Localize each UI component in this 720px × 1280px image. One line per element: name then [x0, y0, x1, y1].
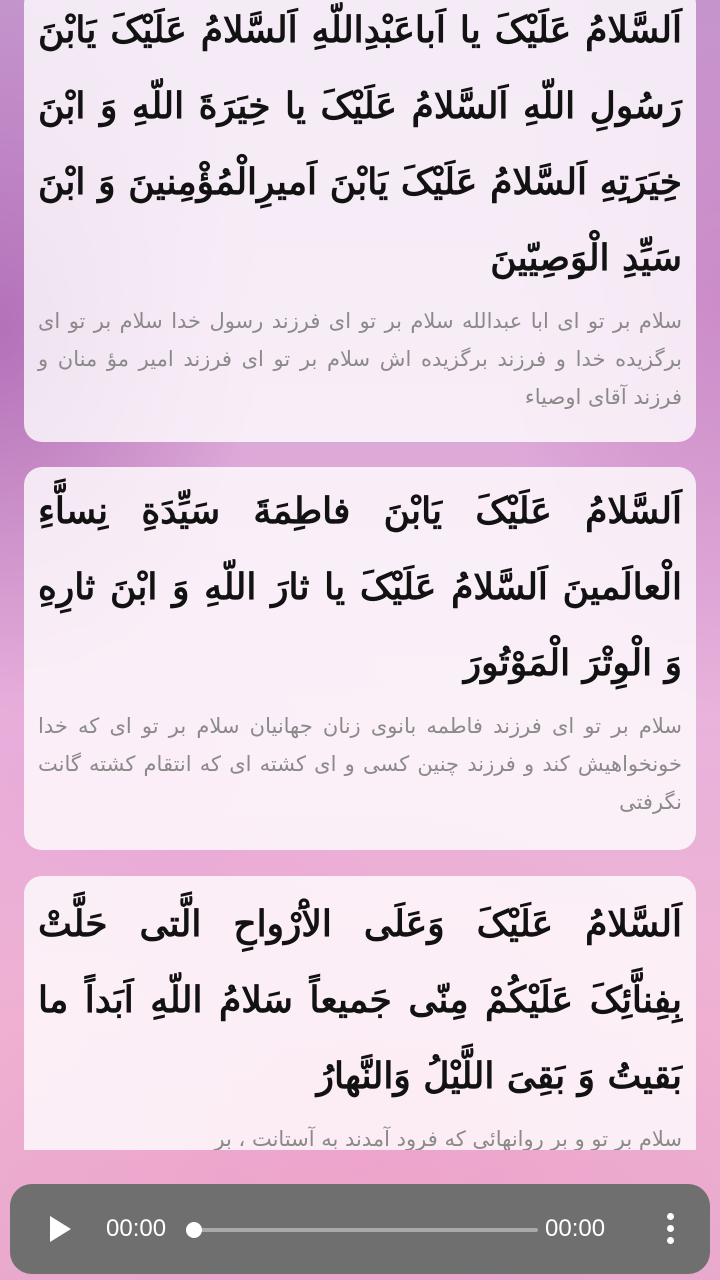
verse-card [24, 876, 696, 1150]
arabic-verse-text: اَلسَّلامُ عَلَیْکَ وَعَلَی الاَْرْواحِ الَّتی حَلَّتْ بِفِناَّئِکَ عَلَیْکُمْ مِنّی جَمیعاً سَلامُ اللّهِ اَبَداً ما بَقیتُ وَ بَقِیَ اللَّیْلُ وَالنَّهارُ [38, 903, 682, 1097]
arabic-verse-text: اَلسَّلامُ عَلَیْکَ یَابْنَ فاطِمَةَ سَیِّدَةِ نِساَّءِ الْعالَمینَ اَلسَّلامُ عَلَیْکَ یا ثارَ اللّهِ وَ ابْنَ ثارِهِ وَ الْوِتْرَ الْمَوْتُورَ [38, 490, 682, 684]
play-icon [44, 1214, 74, 1244]
verse-card [24, 467, 696, 850]
persian-translation-text: سلام بر تو و بر روانهائی که فرود آمدند به آستانت ، بر [214, 1127, 682, 1150]
total-time: 00:00 [545, 1215, 606, 1242]
persian-translation-text: سلام بر تو ای ابا عبدالله سلام بر تو ای فرزند رسول خدا سلام بر تو ای برگزیده خدا و فرزند برگزیده اش سلام بر تو ای فرزند امیر مؤ منان و فرزند آقای اوصیاء [38, 309, 682, 409]
arabic-verse-text: اَلسَّلامُ عَلَیْکَ یا اَباعَبْدِاللّهِ اَلسَّلامُ عَلَیْکَ یَابْنَ رَسُولِ اللّهِ اَلسَّلامُ عَلَیْکَ یا خِیَرَةَ اللّهِ وَ ابْنَ خِیَرَتِهِ اَلسَّلامُ عَلَیْکَ یَابْنَ اَمیرِالْمُؤْمِنینَ وَ ابْنَ سَیِّدِ الْوَصِیّینَ [38, 9, 682, 279]
play-button[interactable] [44, 1214, 74, 1244]
verse-card [24, 0, 696, 442]
persian-translation-text: سلام بر تو ای فرزند فاطمه بانوی زنان جهانیان سلام بر تو ای که خدا خونخواهیش کند و فرزند چنین کسی و ای کشته ای که انتقام کشته گانت نگرفتی [38, 714, 682, 814]
current-time: 00:00 [106, 1215, 167, 1242]
seek-bar[interactable] [194, 1228, 538, 1232]
audio-player [10, 1184, 710, 1274]
more-options-button[interactable] [650, 1210, 690, 1248]
seek-thumb[interactable] [186, 1222, 202, 1238]
